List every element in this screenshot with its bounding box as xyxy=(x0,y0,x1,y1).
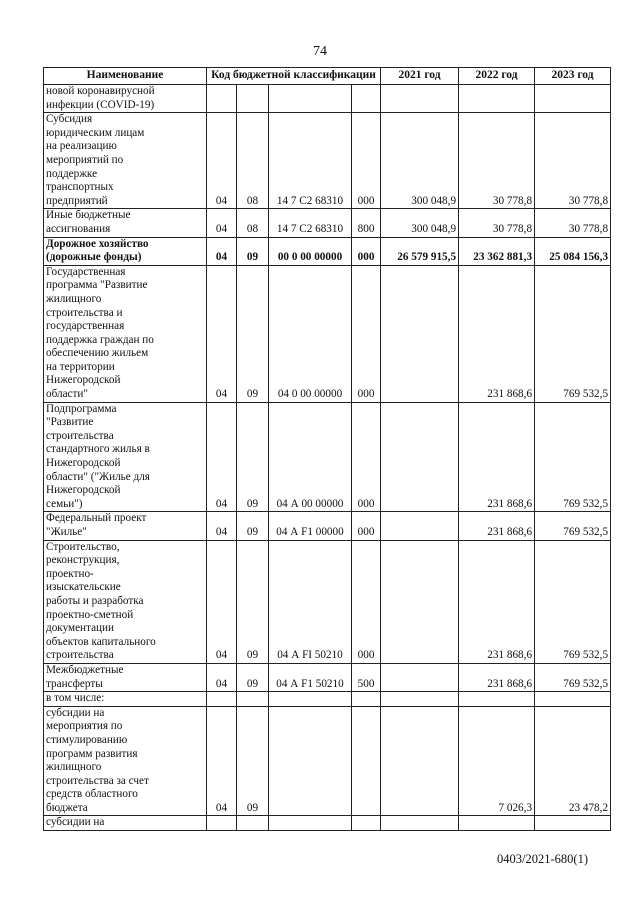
cell-name: Межбюджетные трансферты xyxy=(44,663,207,691)
cell-2023: 30 778,8 xyxy=(535,209,611,237)
cell-target-article: 00 0 00 00000 xyxy=(269,237,352,265)
cell-2022: 7 026,3 xyxy=(459,706,535,816)
cell-2021 xyxy=(381,85,459,113)
cell-expense-type xyxy=(352,85,381,113)
cell-subsection: 08 xyxy=(237,209,269,237)
cell-section xyxy=(207,85,237,113)
cell-2021: 300 048,9 xyxy=(381,113,459,209)
table-row xyxy=(44,706,611,816)
cell-2023: 23 478,2 xyxy=(535,706,611,816)
cell-2023: 769 532,5 xyxy=(535,265,611,402)
table-row xyxy=(44,663,611,691)
table-row xyxy=(44,402,611,512)
cell-2023 xyxy=(535,816,611,831)
budget-table xyxy=(43,67,611,831)
cell-2023: 769 532,5 xyxy=(535,512,611,540)
cell-name: Федеральный проект "Жилье" xyxy=(44,512,207,540)
table-row xyxy=(44,816,611,831)
cell-target-article: 04 А 00 00000 xyxy=(269,402,352,512)
table-row xyxy=(44,85,611,113)
cell-subsection xyxy=(237,85,269,113)
cell-2021 xyxy=(381,692,459,707)
table-row xyxy=(44,113,611,209)
cell-section: 04 xyxy=(207,113,237,209)
page-number: 74 xyxy=(313,44,327,59)
cell-subsection: 09 xyxy=(237,540,269,663)
cell-target-article: 04 А F1 50210 xyxy=(269,663,352,691)
cell-subsection: 08 xyxy=(237,113,269,209)
cell-name: новой коронавирусной инфекции (COVID-19) xyxy=(44,85,207,113)
cell-subsection: 09 xyxy=(237,237,269,265)
cell-name: субсидии на xyxy=(44,816,207,831)
cell-2022: 23 362 881,3 xyxy=(459,237,535,265)
cell-2021 xyxy=(381,706,459,816)
table-row xyxy=(44,540,611,663)
cell-2021 xyxy=(381,816,459,831)
cell-name: субсидии на мероприятия по стимулированию программ развития жилищного строительства за счет средств областного бюджета xyxy=(44,706,207,816)
cell-section: 04 xyxy=(207,706,237,816)
cell-2023: 25 084 156,3 xyxy=(535,237,611,265)
cell-section xyxy=(207,692,237,707)
table-row xyxy=(44,209,611,237)
header-2023: 2023 год xyxy=(535,68,611,85)
cell-section: 04 xyxy=(207,512,237,540)
table-row xyxy=(44,265,611,402)
cell-expense-type: 000 xyxy=(352,512,381,540)
cell-target-article: 04 А FI 50210 xyxy=(269,540,352,663)
cell-expense-type: 500 xyxy=(352,663,381,691)
cell-section: 04 xyxy=(207,265,237,402)
cell-subsection: 09 xyxy=(237,512,269,540)
cell-name: Субсидия юридическим лицам на реализацию мероприятий по поддержке транспортных предприятий xyxy=(44,113,207,209)
cell-2023: 769 532,5 xyxy=(535,402,611,512)
cell-name: Иные бюджетные ассигнования xyxy=(44,209,207,237)
cell-subsection: 09 xyxy=(237,663,269,691)
cell-expense-type: 000 xyxy=(352,402,381,512)
cell-2023: 30 778,8 xyxy=(535,113,611,209)
cell-section xyxy=(207,816,237,831)
document-code: 0403/2021-680(1) xyxy=(497,852,588,866)
cell-target-article xyxy=(269,816,352,831)
cell-target-article xyxy=(269,692,352,707)
cell-target-article: 14 7 С2 68310 xyxy=(269,209,352,237)
cell-section: 04 xyxy=(207,663,237,691)
cell-2021 xyxy=(381,540,459,663)
cell-expense-type: 000 xyxy=(352,237,381,265)
cell-section: 04 xyxy=(207,237,237,265)
cell-subsection: 09 xyxy=(237,402,269,512)
cell-target-article: 04 0 00 00000 xyxy=(269,265,352,402)
table-row xyxy=(44,692,611,707)
cell-subsection xyxy=(237,692,269,707)
cell-2023: 769 532,5 xyxy=(535,663,611,691)
cell-2021: 300 048,9 xyxy=(381,209,459,237)
cell-expense-type: 000 xyxy=(352,265,381,402)
cell-section: 04 xyxy=(207,540,237,663)
cell-target-article: 14 7 С2 68310 xyxy=(269,113,352,209)
cell-2023 xyxy=(535,85,611,113)
cell-expense-type: 800 xyxy=(352,209,381,237)
cell-2021 xyxy=(381,265,459,402)
cell-2023: 769 532,5 xyxy=(535,540,611,663)
cell-2022 xyxy=(459,85,535,113)
cell-2022: 231 868,6 xyxy=(459,265,535,402)
cell-name: Строительство, реконструкция, проектно- изыскательские работы и разработка проектно-сметной документации объектов капитального строительства xyxy=(44,540,207,663)
cell-expense-type xyxy=(352,816,381,831)
cell-2022 xyxy=(459,692,535,707)
cell-name: Дорожное хозяйство (дорожные фонды) xyxy=(44,237,207,265)
cell-2022: 231 868,6 xyxy=(459,512,535,540)
cell-section: 04 xyxy=(207,209,237,237)
cell-target-article xyxy=(269,85,352,113)
cell-2022: 30 778,8 xyxy=(459,209,535,237)
cell-section: 04 xyxy=(207,402,237,512)
cell-subsection xyxy=(237,816,269,831)
cell-name: в том числе: xyxy=(44,692,207,707)
cell-2023 xyxy=(535,692,611,707)
header-2022: 2022 год xyxy=(459,68,535,85)
table-row xyxy=(44,512,611,540)
header-name: Наименование xyxy=(44,68,207,85)
cell-expense-type xyxy=(352,692,381,707)
cell-expense-type: 000 xyxy=(352,540,381,663)
cell-2022: 231 868,6 xyxy=(459,402,535,512)
header-2021: 2021 год xyxy=(381,68,459,85)
cell-name: Государственная программа "Развитие жилищного строительства и государственная поддержка граждан по обеспечению жильем на территории Нижегородской области" xyxy=(44,265,207,402)
cell-2022: 30 778,8 xyxy=(459,113,535,209)
cell-expense-type xyxy=(352,706,381,816)
cell-2022: 231 868,6 xyxy=(459,540,535,663)
cell-name: Подпрограмма "Развитие строительства стандартного жилья в Нижегородской области" ("Жилье для Нижегородской семьи") xyxy=(44,402,207,512)
cell-2021 xyxy=(381,663,459,691)
header-code: Код бюджетной классификации xyxy=(207,68,381,85)
cell-2022: 231 868,6 xyxy=(459,663,535,691)
table-row xyxy=(44,237,611,265)
table-header-row xyxy=(44,68,611,85)
cell-expense-type: 000 xyxy=(352,113,381,209)
cell-subsection: 09 xyxy=(237,265,269,402)
cell-2021: 26 579 915,5 xyxy=(381,237,459,265)
cell-target-article: 04 А F1 00000 xyxy=(269,512,352,540)
cell-2021 xyxy=(381,402,459,512)
cell-2022 xyxy=(459,816,535,831)
cell-subsection: 09 xyxy=(237,706,269,816)
cell-target-article xyxy=(269,706,352,816)
cell-2021 xyxy=(381,512,459,540)
